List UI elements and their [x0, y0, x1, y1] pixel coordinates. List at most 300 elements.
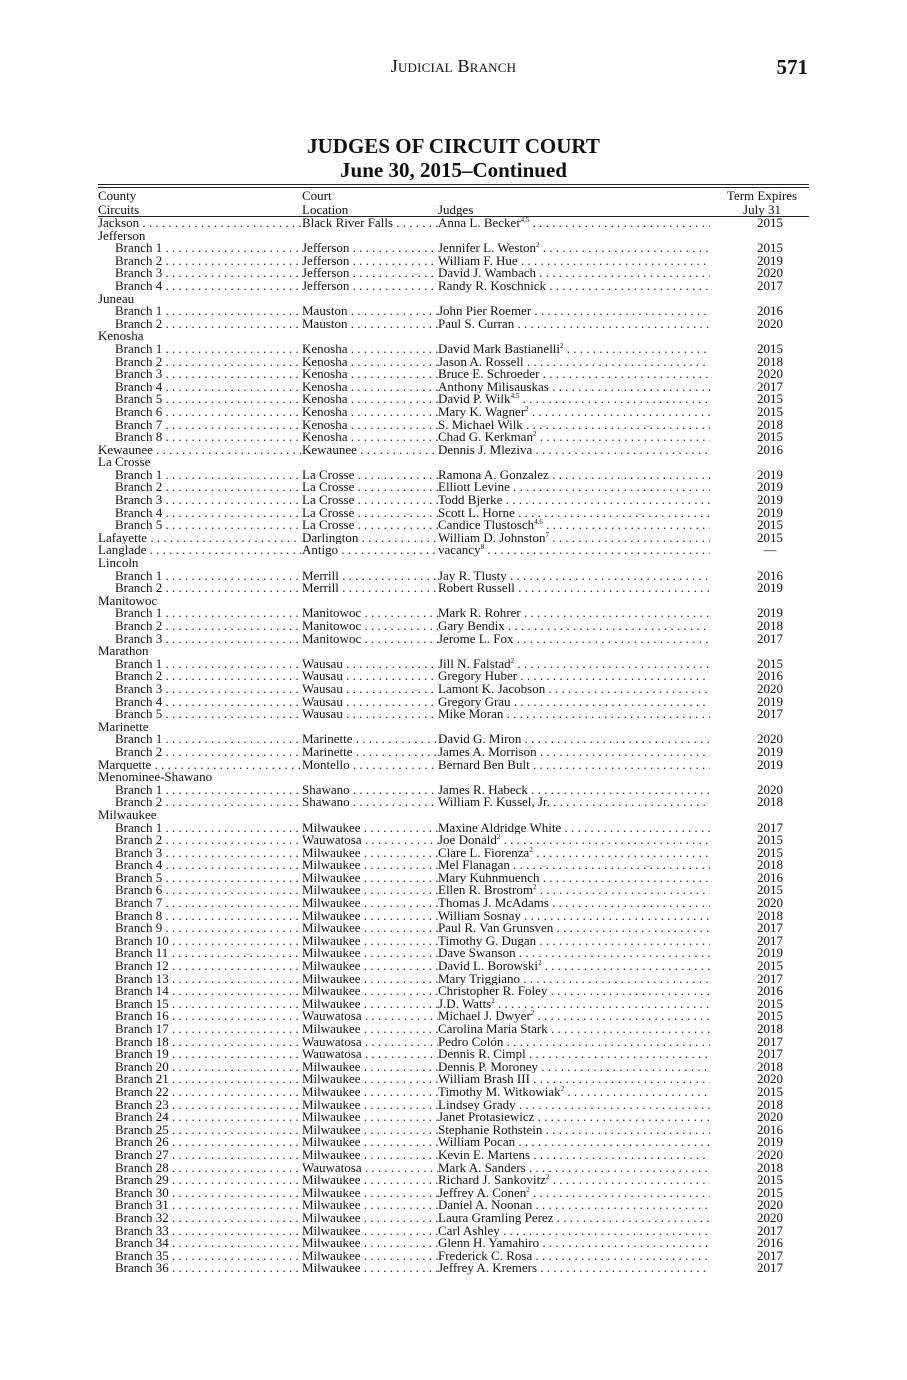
court-location: Shawano . . . — [302, 796, 438, 809]
judge-name — [438, 368, 710, 381]
title-rule-bottom — [98, 187, 809, 188]
court-location: Milwaukee . . . — [302, 1061, 438, 1074]
table-row — [98, 645, 809, 658]
branch-label: Branch 32 . . . — [115, 1212, 301, 1225]
judge-name — [438, 267, 710, 280]
judge-name — [438, 1149, 710, 1162]
county-heading: Menominee-Shawano — [98, 771, 213, 784]
term-expires: 2020 — [757, 781, 783, 797]
judge-name — [438, 1225, 710, 1238]
county-label: Jackson . . . — [98, 217, 301, 230]
court-location: La Crosse . . . — [302, 519, 438, 532]
branch-label: Branch 4 . . . — [115, 696, 301, 709]
judge-name — [438, 733, 710, 746]
judge-name-text: Jay R. Tlusty — [438, 569, 507, 583]
judge-name — [438, 1199, 710, 1212]
table-row — [98, 1111, 809, 1124]
court-location: Milwaukee . . . — [302, 1149, 438, 1162]
table-row — [98, 756, 809, 772]
footnote-ref: 2 — [491, 997, 495, 1005]
judge-name-text: Anna L. Becker — [438, 217, 521, 230]
branch-label: Branch 9 . . . — [115, 922, 301, 935]
court-location: Kenosha . . . — [302, 368, 438, 381]
judge-name-text: Timothy M. Witkowiak — [438, 1085, 561, 1099]
footnote-ref: 2 — [560, 1085, 565, 1093]
branch-label: Branch 29 . . . — [115, 1174, 301, 1187]
term-expires: 2015 — [757, 995, 783, 1011]
court-location: Jefferson . . . — [302, 242, 438, 255]
branch-label: Branch 2 . . . — [115, 796, 301, 809]
table-row — [98, 620, 809, 633]
judge-name — [438, 1250, 710, 1263]
table-row — [98, 670, 809, 683]
judge-name — [438, 1061, 710, 1074]
county-heading: Marinette — [98, 720, 149, 734]
court-location: Milwaukee . . . — [302, 884, 438, 897]
table-row — [98, 393, 809, 406]
judge-name-text: Mary Triggiano — [438, 972, 520, 986]
branch-label: Branch 13 . . . — [115, 973, 301, 986]
table-row — [98, 1262, 809, 1275]
footnote-ref: 4,6 — [534, 519, 543, 527]
table-row — [98, 1146, 809, 1162]
judge-name-text: Dave Swanson — [438, 947, 516, 961]
term-expires: 2020 — [757, 315, 783, 331]
judge-name — [438, 847, 710, 860]
judge-name — [438, 507, 710, 520]
table-row — [98, 544, 809, 557]
court-location: La Crosse . . . — [302, 469, 438, 482]
table-row — [98, 743, 809, 759]
term-expires: 2017 — [757, 819, 783, 835]
judge-name-text: Jennifer L. Weston — [438, 242, 536, 255]
table-row — [98, 595, 809, 608]
judge-name — [438, 1174, 710, 1187]
county-heading: Manitowoc — [98, 594, 158, 608]
judge-name — [438, 1023, 710, 1036]
table-row — [98, 267, 809, 280]
table-row — [98, 456, 809, 469]
court-location: Mauston . . . — [302, 305, 438, 318]
court-location: Darlington . . . — [302, 532, 438, 545]
judge-name-text: Ellen R. Brostrom — [438, 884, 533, 898]
judge-name — [438, 922, 710, 935]
col-county-label: County — [98, 188, 137, 203]
county-heading: Juneau — [98, 292, 135, 306]
judge-name — [438, 607, 710, 620]
judge-name-text: Daniel A. Noonan — [438, 1199, 533, 1212]
court-location: Milwaukee . . . — [302, 1212, 438, 1225]
term-expires: 2019 — [757, 504, 783, 520]
table-row — [98, 217, 809, 230]
judge-name — [438, 431, 710, 444]
table-row — [98, 1222, 809, 1238]
term-expires: 2015 — [757, 529, 783, 545]
term-expires: 2018 — [757, 353, 783, 369]
branch-label: Branch 16 . . . — [115, 1010, 301, 1023]
term-expires: 2018 — [757, 1058, 783, 1074]
judge-name-text: Michael J. Dwyer — [438, 1010, 531, 1023]
branch-label: Branch 1 . . . — [115, 305, 301, 318]
court-location: Milwaukee . . . — [302, 998, 438, 1011]
table-row — [98, 985, 809, 998]
court-location: Kenosha . . . — [302, 356, 438, 369]
branch-label: Branch 28 . . . — [115, 1162, 301, 1175]
judge-name — [438, 1073, 710, 1086]
term-expires: 2017 — [757, 1247, 783, 1263]
table-row — [98, 1199, 809, 1212]
footnote-ref: 2 — [560, 342, 564, 350]
branch-label: Branch 34 . . . — [115, 1237, 301, 1250]
court-location: Milwaukee . . . — [302, 1073, 438, 1086]
judge-name-text: Joe Donald — [438, 834, 497, 847]
branch-label: Branch 2 . . . — [115, 582, 301, 595]
branch-label: Branch 4 . . . — [115, 381, 301, 394]
judge-name — [438, 343, 710, 356]
court-location: Merrill . . . — [302, 570, 438, 583]
court-location: Kewaunee . . . — [302, 444, 438, 457]
col-court-label: Court — [302, 188, 332, 203]
branch-label: Branch 11 . . . — [115, 947, 301, 960]
judge-name — [438, 544, 710, 557]
court-location: Jefferson . . . — [302, 280, 438, 293]
table-row — [98, 1136, 809, 1149]
court-location: Milwaukee . . . — [302, 1250, 438, 1263]
branch-label: Branch 1 . . . — [115, 822, 301, 835]
judge-name-text: David L. Borowski — [438, 960, 539, 973]
table-row — [98, 809, 809, 822]
court-location: Milwaukee . . . — [302, 1225, 438, 1238]
judge-name-text: Stephanie Rothstein — [438, 1123, 543, 1137]
term-expires: 2015 — [757, 1008, 783, 1024]
table-row — [98, 1023, 809, 1036]
branch-label: Branch 2 . . . — [115, 481, 301, 494]
judge-name-text: Scott L. Horne — [438, 506, 515, 520]
table-row — [98, 721, 809, 734]
judge-name-text: vacancy — [438, 544, 481, 558]
table-row — [98, 932, 809, 948]
judge-name — [438, 1237, 710, 1250]
judge-name-text: William F. Hue — [438, 254, 518, 268]
col-location-label: Location — [302, 202, 349, 217]
judge-name-text: Mary Kuhnmuench — [438, 871, 540, 885]
judge-name-text: John Pier Roemer — [438, 305, 532, 318]
footnote-ref: 2 — [530, 1010, 535, 1018]
term-expires: 2016 — [757, 1121, 783, 1137]
judge-name — [438, 1010, 710, 1023]
branch-label: Branch 19 . . . — [115, 1048, 301, 1061]
judge-name-text: Paul R. Van Grunsven — [438, 922, 554, 935]
judge-name-text: David G. Miron — [438, 733, 522, 746]
branch-label: Branch 14 . . . — [115, 985, 301, 998]
judge-name-text: Jerome L. Fox — [438, 632, 514, 646]
branch-label: Branch 27 . . . — [115, 1149, 301, 1162]
footnote-ref: 7 — [545, 531, 549, 539]
county-label: Langlade . . . — [98, 544, 301, 557]
branch-label: Branch 23 . . . — [115, 1099, 301, 1112]
term-expires: 2015 — [757, 240, 783, 256]
judge-name-text: Mary K. Wagner — [438, 405, 526, 419]
judge-name — [438, 1187, 710, 1200]
judge-name — [438, 1111, 710, 1124]
judge-name-text: Jill N. Falstad — [438, 657, 511, 671]
term-expires: 2015 — [757, 655, 783, 671]
branch-label: Branch 30 . . . — [115, 1187, 301, 1200]
term-expires: 2015 — [757, 403, 783, 419]
judge-name — [438, 985, 710, 998]
judge-name-text: Chad G. Kerkman — [438, 431, 533, 444]
judge-name — [438, 633, 710, 646]
judge-name-text: Richard J. Sankovitz — [438, 1174, 546, 1187]
term-expires: 2016 — [757, 983, 783, 999]
judge-name-text: William Brash III — [438, 1073, 530, 1086]
term-expires: 2015 — [757, 844, 783, 860]
judge-name-text: David P. Wilk — [438, 393, 511, 406]
county-label: Marquette . . . — [98, 759, 301, 772]
judge-name — [438, 998, 710, 1011]
judge-name-text: Lamont K. Jacobson — [438, 682, 546, 696]
table-row — [98, 1237, 809, 1250]
branch-label: Branch 2 . . . — [115, 356, 301, 369]
table-row — [98, 567, 809, 583]
court-location: Milwaukee . . . — [302, 973, 438, 986]
term-expires: 2020 — [757, 366, 783, 382]
branch-label: Branch 2 . . . — [115, 318, 301, 331]
judge-name — [438, 356, 710, 369]
court-location: Manitowoc . . . — [302, 620, 438, 633]
judge-name — [438, 255, 710, 268]
judge-name — [438, 1212, 710, 1225]
term-expires: 2019 — [757, 492, 783, 508]
court-location: Milwaukee . . . — [302, 1237, 438, 1250]
branch-label: Branch 4 . . . — [115, 280, 301, 293]
judge-name — [438, 419, 710, 432]
judge-name — [438, 973, 710, 986]
branch-label: Branch 15 . . . — [115, 998, 301, 1011]
term-expires: 2018 — [757, 1021, 783, 1036]
judge-name-text: Kevin E. Martens — [438, 1148, 531, 1162]
judge-name-text: Jason A. Rossell — [438, 355, 524, 369]
branch-label: Branch 18 . . . — [115, 1036, 301, 1049]
judge-name-text: Mike Moran — [438, 708, 504, 721]
judge-name-text: Randy R. Koschnick — [438, 279, 546, 293]
table-row — [98, 466, 809, 482]
term-expires: 2018 — [757, 1159, 783, 1175]
judge-name — [438, 1136, 710, 1149]
term-expires: 2020 — [757, 1071, 783, 1087]
term-expires: 2015 — [757, 429, 783, 445]
court-location: Milwaukee . . . — [302, 847, 438, 860]
court-location: Jefferson . . . — [302, 255, 438, 268]
table-row — [98, 378, 809, 394]
judge-name — [438, 1086, 710, 1099]
judge-name-text: Dennis J. Mleziva — [438, 443, 533, 457]
judge-name-text: S. Michael Wilk — [438, 418, 523, 432]
judge-name — [438, 1048, 710, 1061]
court-location: Milwaukee . . . — [302, 1086, 438, 1099]
court-location: Milwaukee . . . — [302, 985, 438, 998]
judge-name-text: Dennis P. Moroney — [438, 1060, 539, 1074]
term-expires: 2019 — [757, 605, 783, 621]
judge-name-text: Clare L. Fiorenza — [438, 846, 530, 860]
branch-label: Branch 8 . . . — [115, 431, 301, 444]
term-expires: 2015 — [757, 832, 783, 848]
term-expires: 2020 — [757, 1197, 783, 1213]
judge-name — [438, 708, 710, 721]
branch-label: Branch 2 . . . — [115, 670, 301, 683]
table-row — [98, 1121, 809, 1137]
judge-name-text: Robert Russell — [438, 582, 515, 595]
court-location: Milwaukee . . . — [302, 1187, 438, 1200]
county-heading: Jefferson — [98, 229, 146, 243]
term-expires: 2017 — [757, 1260, 783, 1276]
branch-label: Branch 3 . . . — [115, 633, 301, 646]
judge-name — [438, 393, 710, 406]
footnote-ref: 2 — [538, 960, 542, 968]
term-expires: 2016 — [757, 441, 783, 457]
court-location: Jefferson . . . — [302, 267, 438, 280]
branch-label: Branch 5 . . . — [115, 872, 301, 885]
table-row — [98, 907, 809, 923]
court-location: Milwaukee . . . — [302, 922, 438, 935]
term-expires: 2018 — [757, 857, 783, 873]
title-line-1: JUDGES OF CIRCUIT COURT — [307, 134, 600, 158]
court-location: Montello . . . — [302, 759, 438, 772]
judge-name — [438, 822, 710, 835]
branch-label: Branch 36 . . . — [115, 1262, 301, 1275]
table-row — [98, 519, 809, 532]
table-row — [98, 1033, 809, 1049]
judge-name-text: Gregory Grau — [438, 695, 511, 709]
judge-name-text: David J. Wambach — [438, 267, 536, 280]
judge-name — [438, 696, 710, 709]
term-expires: 2019 — [757, 756, 783, 772]
court-location: Milwaukee . . . — [302, 1124, 438, 1137]
judge-name-text: Jeffrey A. Conen — [438, 1186, 527, 1200]
table-row — [98, 708, 809, 721]
table-row — [98, 1010, 809, 1023]
table-row — [98, 1083, 809, 1099]
court-location: Antigo . . . — [302, 544, 438, 557]
county-heading: Lincoln — [98, 557, 139, 570]
table-row — [98, 1184, 809, 1200]
term-expires: 2019 — [757, 252, 783, 268]
col-header-judges — [438, 203, 473, 217]
branch-label: Branch 3 . . . — [115, 683, 301, 696]
judge-name — [438, 444, 710, 457]
term-expires: 2017 — [757, 920, 783, 936]
table-row — [98, 441, 809, 457]
judge-name-text: Maxine Aldridge White — [438, 821, 562, 835]
judge-name-text: J.D. Watts — [438, 997, 492, 1011]
court-location: Wauwatosa . . . — [302, 834, 438, 847]
footnote-ref: 2 — [496, 834, 501, 842]
judge-name-text: Mel Flanagan — [438, 859, 510, 872]
court-location: Milwaukee . . . — [302, 897, 438, 910]
judge-name — [438, 683, 710, 696]
branch-label: Branch 3 . . . — [115, 494, 301, 507]
table-row — [98, 230, 809, 243]
judges-table — [98, 217, 809, 1275]
judge-name — [438, 834, 710, 847]
footnote-ref: 2 — [529, 846, 533, 854]
judge-name — [438, 1036, 710, 1049]
branch-label: Branch 3 . . . — [115, 847, 301, 860]
judge-name-text: James A. Morrison — [438, 745, 537, 759]
term-expires: 2015 — [757, 1172, 783, 1188]
judge-name-text: Carl Ashley — [438, 1224, 500, 1238]
judge-name-text: Candice Tlustosch — [438, 519, 535, 532]
term-expires: 2016 — [757, 303, 783, 319]
judge-name — [438, 960, 710, 973]
court-location: Milwaukee . . . — [302, 1174, 438, 1187]
court-location: Milwaukee . . . — [302, 1262, 438, 1275]
table-row — [98, 844, 809, 860]
table-row — [98, 368, 809, 381]
table-row — [98, 995, 809, 1011]
court-location: Wausau . . . — [302, 658, 438, 671]
court-location: Milwaukee . . . — [302, 1099, 438, 1112]
branch-label: Branch 3 . . . — [115, 368, 301, 381]
judge-name-text: Carolina Maria Stark — [438, 1023, 548, 1036]
table-row — [98, 277, 809, 293]
term-expires: 2020 — [757, 731, 783, 747]
branch-label: Branch 25 . . . — [115, 1124, 301, 1137]
table-row — [98, 733, 809, 746]
term-expires: 2020 — [757, 895, 783, 911]
court-location: Kenosha . . . — [302, 406, 438, 419]
court-location: Wausau . . . — [302, 670, 438, 683]
table-row — [98, 897, 809, 910]
table-row — [98, 1048, 809, 1061]
branch-label: Branch 17 . . . — [115, 1023, 301, 1036]
table-row — [98, 1159, 809, 1175]
branch-label: Branch 5 . . . — [115, 519, 301, 532]
term-expires: 2016 — [757, 1235, 783, 1251]
judge-name — [438, 318, 710, 331]
court-location: Wausau . . . — [302, 708, 438, 721]
judge-name — [438, 519, 710, 532]
judge-name — [438, 1162, 710, 1175]
judge-name-text: Lindsey Grady — [438, 1098, 516, 1112]
branch-label: Branch 1 . . . — [115, 343, 301, 356]
branch-label: Branch 5 . . . — [115, 393, 301, 406]
table-row — [98, 781, 809, 797]
court-location: Wausau . . . — [302, 683, 438, 696]
footnote-ref: 2 — [510, 657, 515, 665]
term-expires: 2015 — [757, 340, 783, 356]
judge-name-text: Paul S. Curran — [438, 317, 515, 331]
judge-name-text: Glenn H. Yamahiro — [438, 1237, 540, 1250]
term-expires: — — [763, 542, 777, 558]
table-row — [98, 1058, 809, 1074]
term-expires: 2015 — [757, 391, 783, 407]
judge-name — [438, 582, 710, 595]
branch-label: Branch 1 . . . — [115, 733, 301, 746]
court-location: Black River Falls . . . — [302, 217, 438, 230]
judge-name — [438, 620, 710, 633]
table-row — [98, 431, 809, 444]
court-location: Wauwatosa . . . — [302, 1162, 438, 1175]
court-location: Wauwatosa . . . — [302, 1048, 438, 1061]
table-row — [98, 970, 809, 986]
table-row — [98, 655, 809, 671]
branch-label: Branch 2 . . . — [115, 255, 301, 268]
col-header-term — [715, 189, 809, 217]
table-row — [98, 504, 809, 520]
court-location: Marinette . . . — [302, 733, 438, 746]
judge-name — [438, 570, 710, 583]
